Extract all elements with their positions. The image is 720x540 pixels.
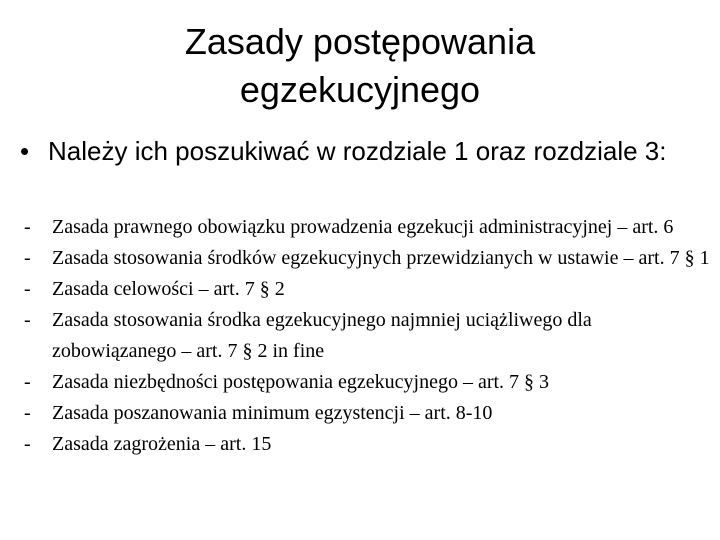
dash-marker: - <box>24 371 31 393</box>
slide-title-line-2: egzekucyjnego <box>239 69 481 110</box>
list-item <box>24 274 710 305</box>
list-item <box>24 429 710 460</box>
slide-title-line-1: Zasady postępowania <box>184 21 536 62</box>
dash-marker: - <box>24 278 31 300</box>
list-item-text: Zasada prawnego obowiązku prowadzenia egzekucji administracyjnej – art. 6 <box>52 216 674 238</box>
list-item-text: Zasada stosowania środka egzekucyjnego najmniej uciążliwego dla zobowiązanego – art. 7 § 2 in fine <box>52 309 592 362</box>
dash-marker: - <box>24 433 31 455</box>
dash-marker: - <box>24 309 31 331</box>
list-item-text: Zasada celowości – art. 7 § 2 <box>52 278 285 300</box>
dash-marker: - <box>24 402 31 424</box>
list-item <box>24 212 710 243</box>
list-item <box>24 367 710 398</box>
slide-title <box>0 18 720 114</box>
list-item <box>24 398 710 429</box>
bullet-marker: • <box>20 136 30 166</box>
list-item <box>24 305 710 367</box>
intro-bullet <box>20 134 710 169</box>
list-item-text: Zasada stosowania środków egzekucyjnych przewidzianych w ustawie – art. 7 § 1 <box>52 247 710 269</box>
list-item-text: Zasada zagrożenia – art. 15 <box>52 433 272 455</box>
principles-list <box>24 212 710 460</box>
dash-marker: - <box>24 247 31 269</box>
dash-marker: - <box>24 216 31 238</box>
list-item-text: Zasada poszanowania minimum egzystencji – art. 8-10 <box>52 402 493 424</box>
list-item-text: Zasada niezbędności postępowania egzekucyjnego – art. 7 § 3 <box>52 371 550 393</box>
intro-bullet-text: Należy ich poszukiwać w rozdziale 1 oraz rozdziale 3: <box>48 136 667 166</box>
list-item <box>24 243 710 274</box>
